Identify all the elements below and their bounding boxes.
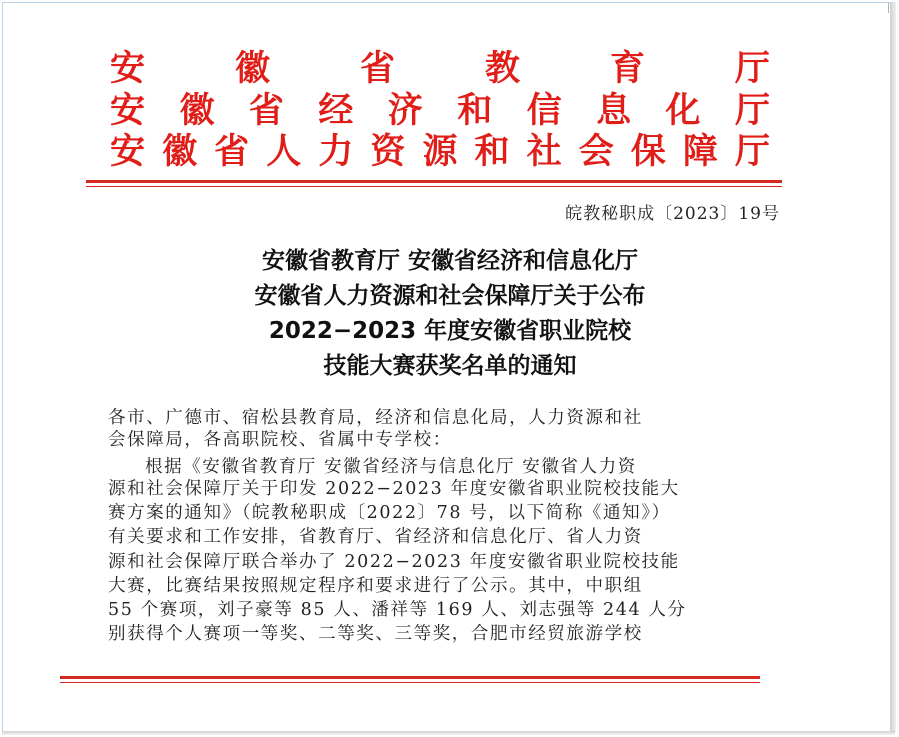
letterhead-line-2 [110,92,770,130]
body-line: 源和社会保障厅联合举办了 2022−2023 年度安徽省职业院校技能 [108,552,680,572]
body-line: 根据《安徽省教育厅 安徽省经济与信息化厅 安徽省人力资 [145,457,637,477]
letterhead-char: 经 [318,91,354,131]
title-line-3: 2022−2023 年度安徽省职业院校 [268,318,632,344]
title-line-2: 安徽省人力资源和社会保障厅关于公布 [254,283,646,309]
letterhead-char: 安 [110,91,146,131]
letterhead-char: 人 [266,132,302,172]
letterhead-char: 安 [110,49,146,89]
letterhead-char: 资 [370,132,406,172]
letterhead-char: 济 [387,91,423,131]
letterhead-char: 安 [110,132,146,172]
letterhead-char: 源 [422,132,458,172]
letterhead-char: 保 [630,132,666,172]
document-number: 皖教秘职成〔2023〕19号 [565,204,780,224]
letterhead-char: 力 [318,132,354,172]
body-line: 会保障局，各高职院校、省属中专学校： [108,430,452,450]
page-corner-mark [878,3,889,13]
body-line: 55 个赛项，刘子豪等 85 人、潘祥等 169 人、刘志强等 244 人分 [108,600,687,620]
letterhead-char: 障 [682,132,718,172]
letterhead-char: 化 [665,91,701,131]
letterhead-char: 厅 [734,132,770,172]
body-line: 源和社会保障厅关于印发 2022−2023 年度安徽省职业院校技能大 [108,479,680,499]
page-edge-shadow [890,2,896,733]
letterhead-char: 徽 [234,49,270,89]
title-line-4: 技能大赛获奖名单的通知 [323,353,577,379]
letterhead-char: 厅 [734,49,770,89]
letterhead-char: 会 [578,132,614,172]
letterhead-line-1 [110,50,770,88]
letterhead-char: 信 [526,91,562,131]
footer-rule-thin [60,682,760,683]
letterhead-char: 徽 [179,91,215,131]
body-line: 各市、广德市、宿松县教育局，经济和信息化局，人力资源和社 [108,408,643,428]
letterhead-char: 省 [214,132,250,172]
letterhead-rule-thin [86,186,782,187]
letterhead-char: 徽 [162,132,198,172]
body-line: 有关要求和工作安排，省教育厅、省经济和信息化厅、省人力资 [108,527,643,547]
letterhead-char: 教 [484,49,520,89]
letterhead-char: 育 [609,49,645,89]
letterhead-line-3 [110,133,770,171]
letterhead-char: 和 [474,132,510,172]
letterhead-char: 息 [596,91,632,131]
page-bottom-shadow [2,731,895,735]
letterhead-char: 社 [526,132,562,172]
letterhead-char: 省 [248,91,284,131]
title-line-1: 安徽省教育厅 安徽省经济和信息化厅 [261,248,638,274]
footer-rule-thick [60,676,760,679]
letterhead-rule-thick [86,180,782,183]
body-line: 赛方案的通知》（皖教秘职成〔2022〕78 号，以下简称《通知》） [108,503,671,523]
letterhead-char: 和 [457,91,493,131]
body-line: 别获得个人赛项一等奖、二等奖、三等奖，合肥市经贸旅游学校 [108,624,643,644]
letterhead-char: 省 [359,49,395,89]
body-line: 大赛，比赛结果按照规定程序和要求进行了公示。其中，中职组 [108,576,643,596]
letterhead-char: 厅 [734,91,770,131]
